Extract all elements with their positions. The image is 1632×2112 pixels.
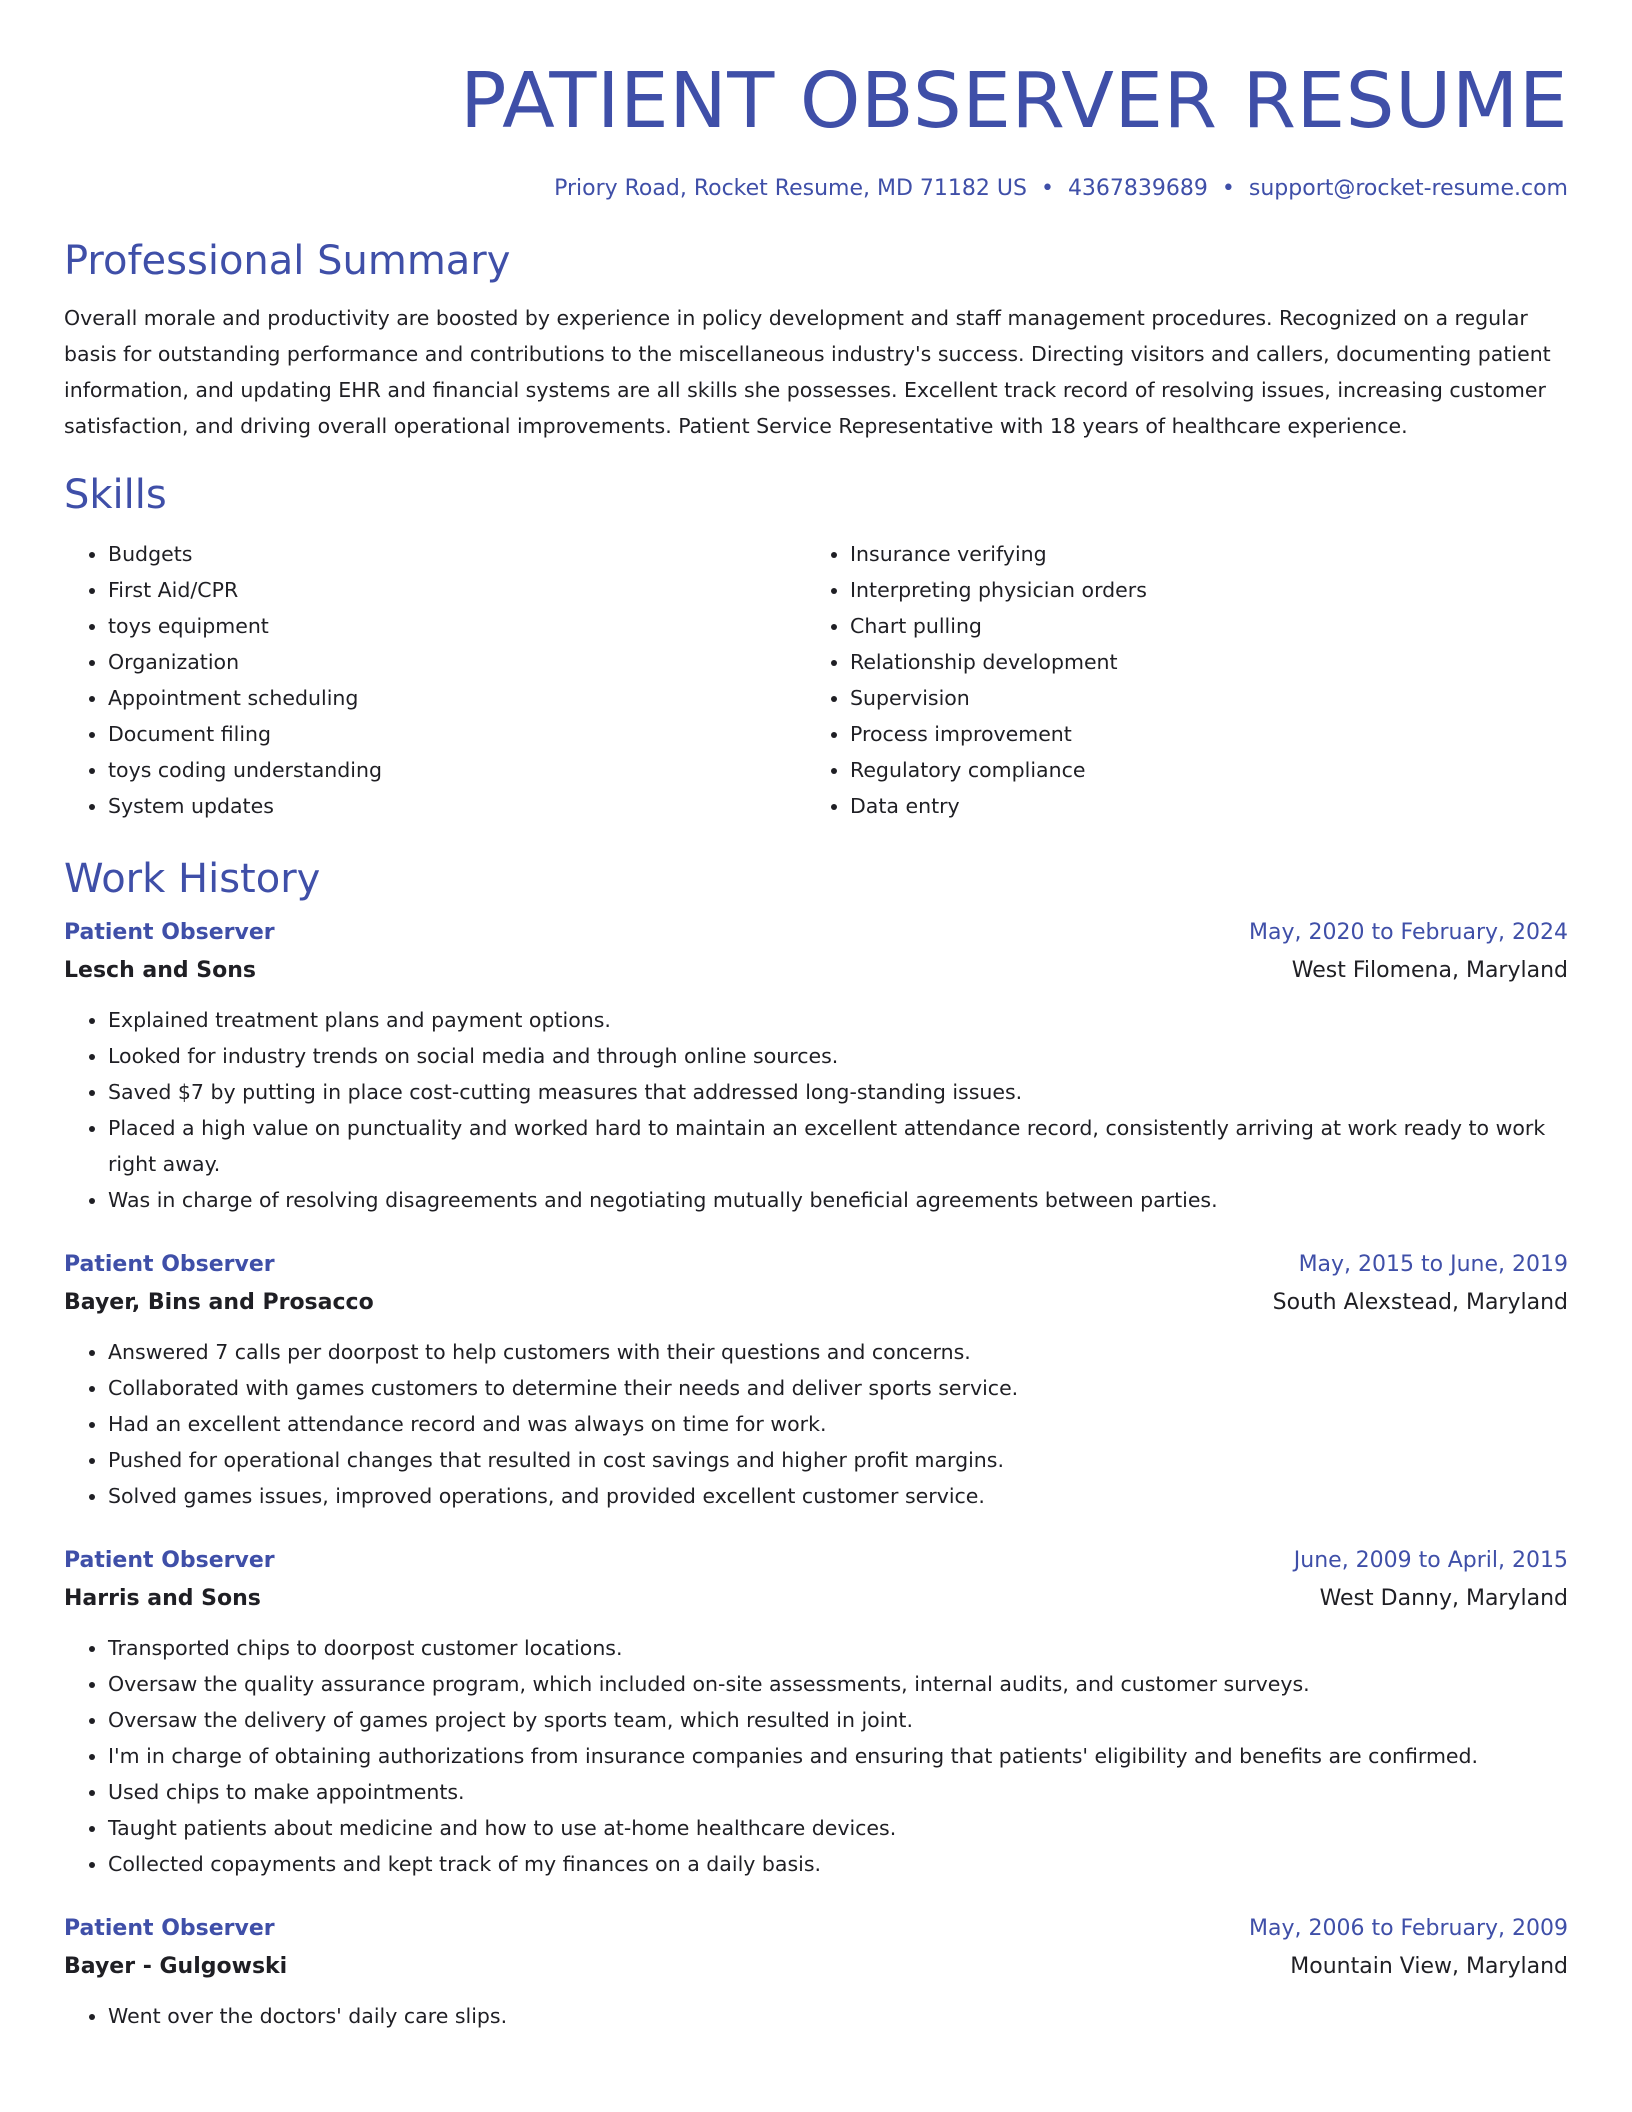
job-role: Patient Observer	[64, 920, 275, 945]
job-company: Bayer, Bins and Prosacco	[64, 1290, 374, 1315]
job-duties	[64, 1998, 1568, 2034]
skill-item: • Chart pulling	[850, 608, 1548, 644]
job-header	[64, 1250, 1568, 1280]
skill-item: • Regulatory compliance	[850, 752, 1548, 788]
contact-separator: •	[1221, 176, 1235, 201]
duty-item: • Taught patients about medicine and how to use at-home healthcare devices.	[108, 1810, 1568, 1846]
job-dates: June, 2009 to April, 2015	[1293, 1548, 1568, 1573]
duty-item: • Used chips to make appointments.	[108, 1774, 1568, 1810]
job-subheader	[64, 1288, 1568, 1318]
duty-item: • Transported chips to doorpost customer locations.	[108, 1630, 1568, 1666]
job-dates: May, 2015 to June, 2019	[1298, 1252, 1568, 1277]
duty-item: • I'm in charge of obtaining authorizations from insurance companies and ensuring that patients' eligibility and benefits are confirmed.	[108, 1738, 1568, 1774]
skill-item: • Process improvement	[850, 716, 1548, 752]
job-header	[64, 1546, 1568, 1576]
duty-item: • Went over the doctors' daily care slips.	[108, 1998, 1568, 2034]
job-header	[64, 1914, 1568, 1944]
duty-item: • Collaborated with games customers to determine their needs and deliver sports service.	[108, 1370, 1568, 1406]
job-role: Patient Observer	[64, 1548, 275, 1573]
job-role: Patient Observer	[64, 1916, 275, 1941]
summary-heading: Professional Summary	[64, 238, 511, 284]
duty-item: • Explained treatment plans and payment options.	[108, 1002, 1568, 1038]
duty-item: • Answered 7 calls per doorpost to help customers with their questions and concerns.	[108, 1334, 1568, 1370]
job-entry	[64, 918, 1568, 1218]
job-subheader	[64, 1952, 1568, 1982]
contact-line	[64, 174, 1568, 204]
job-company: Bayer - Gulgowski	[64, 1954, 288, 1979]
skill-item: • Relationship development	[850, 644, 1548, 680]
job-dates: May, 2006 to February, 2009	[1249, 1916, 1568, 1941]
job-duties	[64, 1002, 1568, 1218]
duty-item: • Pushed for operational changes that resulted in cost savings and higher profit margins.	[108, 1442, 1568, 1478]
skill-item: • toys coding understanding	[108, 752, 806, 788]
duty-item: • Was in charge of resolving disagreements and negotiating mutually beneficial agreements between parties.	[108, 1182, 1568, 1218]
skill-item: • Document filing	[108, 716, 806, 752]
duty-item: • Saved $7 by putting in place cost-cutting measures that addressed long-standing issues.	[108, 1074, 1568, 1110]
duty-item: • Collected copayments and kept track of my finances on a daily basis.	[108, 1846, 1568, 1882]
skill-item: • System updates	[108, 788, 806, 824]
job-company: Harris and Sons	[64, 1586, 261, 1611]
skill-item: • Budgets	[108, 536, 806, 572]
job-duties	[64, 1630, 1568, 1882]
work-history-heading: Work History	[64, 856, 321, 902]
skill-item: • Supervision	[850, 680, 1548, 716]
skills-column-right	[806, 536, 1548, 824]
skill-item: • Insurance verifying	[850, 536, 1548, 572]
job-header	[64, 918, 1568, 948]
job-duties	[64, 1334, 1568, 1514]
summary-text: Overall morale and productivity are boosted by experience in policy development and staff management procedures. Recognized on a regular basis for outstanding performance and contributions to the miscellaneous industry's success. Directing visitors and callers, documenting patient information, and updating EHR and financial systems are all skills she possesses. Excellent track record of resolving issues, increasing customer satisfaction, and driving overall operational improvements. Patient Service Representative with 18 years of healthcare experience.	[64, 306, 1551, 438]
skills-column-left	[64, 536, 806, 824]
job-entry	[64, 1250, 1568, 1514]
contact-address: Priory Road, Rocket Resume, MD 71182 US	[554, 176, 1027, 201]
duty-item: • Had an excellent attendance record and was always on time for work.	[108, 1406, 1568, 1442]
duty-item: • Oversaw the delivery of games project by sports team, which resulted in joint.	[108, 1702, 1568, 1738]
skill-item: • Organization	[108, 644, 806, 680]
contact-separator: •	[1040, 176, 1054, 201]
skills-heading: Skills	[64, 472, 167, 518]
job-subheader	[64, 956, 1568, 986]
skill-item: • Interpreting physician orders	[850, 572, 1548, 608]
contact-phone: 4367839689	[1067, 176, 1208, 201]
duty-item: • Oversaw the quality assurance program, which included on-site assessments, internal audits, and customer surveys.	[108, 1666, 1568, 1702]
skill-item: • toys equipment	[108, 608, 806, 644]
duty-item: • Placed a high value on punctuality and worked hard to maintain an excellent attendance record, consistently arriving at work ready to work right away.	[108, 1110, 1568, 1182]
contact-email: support@rocket-resume.com	[1248, 176, 1568, 201]
resume-title: PATIENT OBSERVER RESUME	[460, 57, 1568, 146]
resume-page	[64, 0, 1568, 2034]
duty-item: • Looked for industry trends on social media and through online sources.	[108, 1038, 1568, 1074]
job-entry	[64, 1546, 1568, 1882]
job-location: West Danny, Maryland	[1319, 1586, 1568, 1611]
job-dates: May, 2020 to February, 2024	[1249, 920, 1568, 945]
job-location: West Filomena, Maryland	[1291, 958, 1568, 983]
job-role: Patient Observer	[64, 1252, 275, 1277]
job-entry	[64, 1914, 1568, 2034]
job-subheader	[64, 1584, 1568, 1614]
skill-item: • Appointment scheduling	[108, 680, 806, 716]
job-location: Mountain View, Maryland	[1290, 1954, 1568, 1979]
job-company: Lesch and Sons	[64, 958, 257, 983]
duty-item: • Solved games issues, improved operations, and provided excellent customer service.	[108, 1478, 1568, 1514]
skills-list	[64, 536, 1568, 824]
skill-item: • First Aid/CPR	[108, 572, 806, 608]
skill-item: • Data entry	[850, 788, 1548, 824]
job-location: South Alexstead, Maryland	[1272, 1290, 1568, 1315]
